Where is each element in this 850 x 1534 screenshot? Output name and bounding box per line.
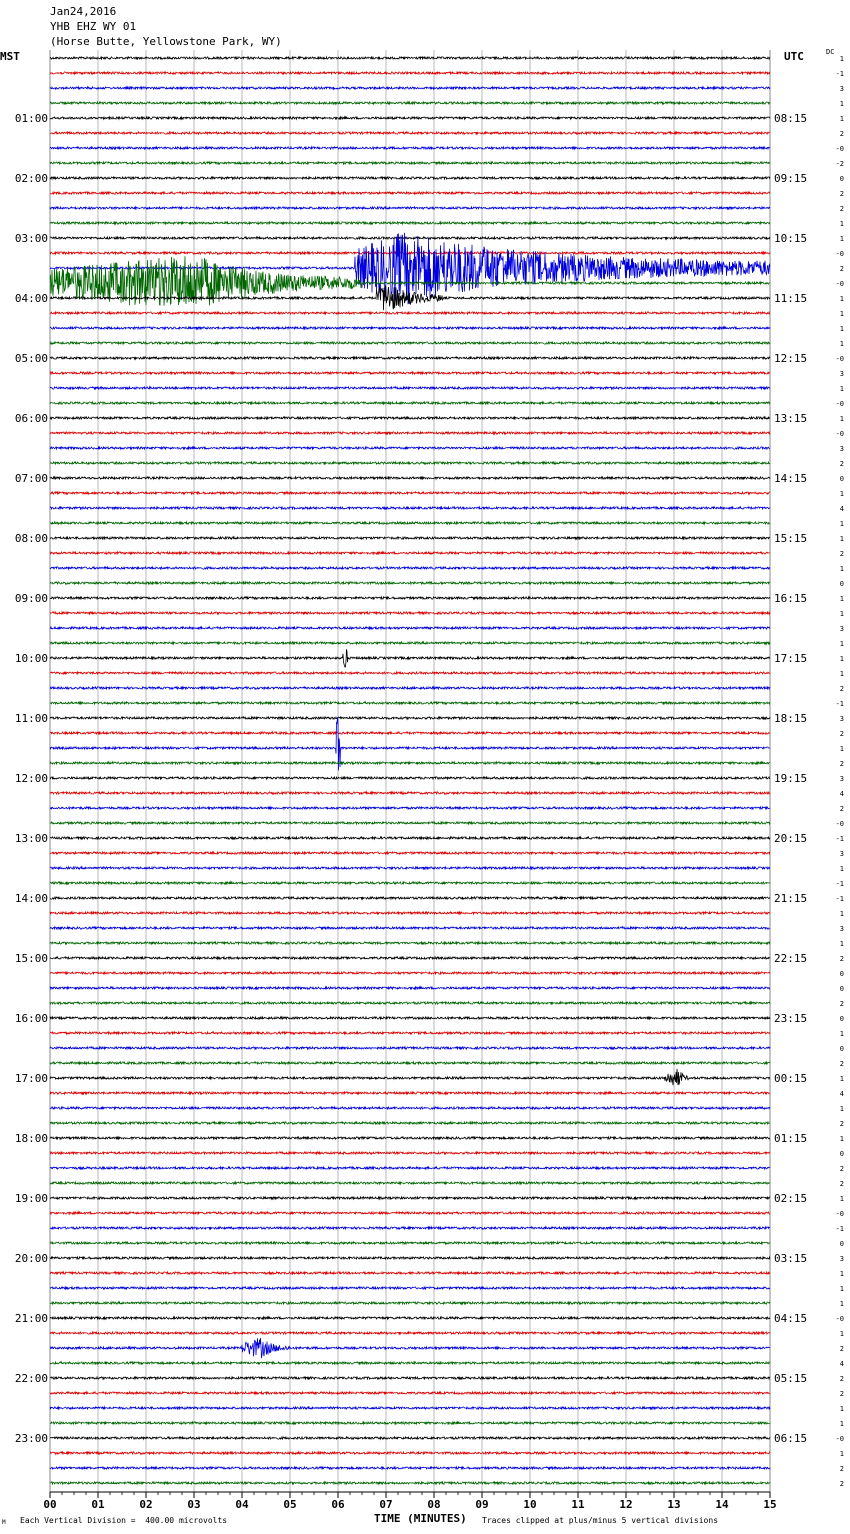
trace-row-40 [50, 649, 770, 667]
x-tick-label: 05 [283, 1498, 297, 1511]
utc-hour-label: 09:15 [774, 172, 808, 185]
trace-row-47 [50, 762, 770, 764]
x-tick-label: 13 [667, 1498, 681, 1511]
trace-row-20 [50, 357, 770, 359]
dc-offset-value: 2 [839, 730, 844, 738]
trace-row-94 [50, 1467, 770, 1469]
mst-hour-label: 21:00 [14, 1312, 48, 1325]
dc-offset-value: 1 [839, 1300, 844, 1308]
utc-hour-label: 04:15 [774, 1312, 808, 1325]
dc-offset-value: -1 [835, 1225, 844, 1233]
utc-hour-label: 17:15 [774, 652, 808, 665]
trace-row-17 [50, 312, 770, 314]
dc-offset-value: 2 [839, 1345, 844, 1353]
mst-hour-label: 13:00 [14, 832, 48, 845]
dc-offset-value: 1 [839, 55, 844, 63]
dc-offset-value: 3 [839, 925, 844, 933]
dc-offset-value: 4 [839, 1090, 844, 1098]
mst-hour-label: 07:00 [14, 472, 48, 485]
dc-offset-value: 1 [839, 1270, 844, 1278]
dc-offset-value: 1 [839, 220, 844, 228]
dc-offset-value: 1 [839, 295, 844, 303]
mst-hour-label: 06:00 [14, 412, 48, 425]
dc-offset-value: 1 [839, 385, 844, 393]
dc-offset-value: 0 [839, 1240, 844, 1248]
trace-row-48 [50, 777, 770, 779]
trace-row-54 [50, 867, 770, 869]
trace-row-31 [50, 522, 770, 524]
trace-row-84 [50, 1317, 770, 1319]
trace-row-62 [50, 987, 770, 989]
trace-row-28 [50, 477, 770, 479]
trace-row-0 [50, 57, 770, 59]
dc-offset-value: -0 [835, 1315, 844, 1323]
trace-row-55 [50, 882, 770, 884]
dc-offset-value: 2 [839, 955, 844, 963]
trace-row-21 [50, 372, 770, 374]
trace-row-89 [50, 1392, 770, 1394]
mst-hour-label: 15:00 [14, 952, 48, 965]
dc-offset-value: 2 [839, 1390, 844, 1398]
dc-offset-value: 3 [839, 850, 844, 858]
trace-row-57 [50, 912, 770, 914]
dc-offset-value: 0 [839, 1150, 844, 1158]
trace-row-64 [50, 1017, 770, 1019]
trace-row-56 [50, 897, 770, 899]
dc-offset-value: -0 [835, 400, 844, 408]
dc-offset-value: 2 [839, 1060, 844, 1068]
station-code: YHB EHZ WY 01 [50, 20, 137, 33]
trace-row-30 [50, 507, 770, 509]
dc-offset-value: 1 [839, 535, 844, 543]
utc-hour-label: 19:15 [774, 772, 808, 785]
dc-offset-value: 0 [839, 580, 844, 588]
trace-row-23 [50, 402, 770, 404]
trace-row-26 [50, 447, 770, 449]
trace-row-1 [50, 72, 770, 74]
trace-row-75 [50, 1182, 770, 1184]
x-tick-label: 03 [187, 1498, 201, 1511]
dc-offset-value: 1 [839, 1450, 844, 1458]
dc-offset-value: 2 [839, 205, 844, 213]
dc-offset-value: 4 [839, 505, 844, 513]
trace-row-25 [50, 432, 770, 434]
dc-offset-value: 1 [839, 940, 844, 948]
utc-hour-label: 11:15 [774, 292, 808, 305]
dc-offset-value: 1 [839, 1405, 844, 1413]
dc-offset-value: 1 [839, 325, 844, 333]
mst-hour-label: 02:00 [14, 172, 48, 185]
trace-row-95 [50, 1482, 770, 1484]
x-tick-label: 14 [715, 1498, 729, 1511]
right-timezone-label: UTC [784, 50, 804, 63]
dc-offset-value: 1 [839, 595, 844, 603]
trace-row-39 [50, 642, 770, 644]
dc-offset-value: 1 [839, 1105, 844, 1113]
mst-hour-label: 05:00 [14, 352, 48, 365]
record-date: Jan24,2016 [50, 5, 117, 18]
trace-row-72 [50, 1137, 770, 1139]
x-tick-label: 02 [139, 1498, 153, 1511]
trace-row-53 [50, 852, 770, 854]
x-tick-label: 04 [235, 1498, 249, 1511]
dc-offset-value: 2 [839, 1120, 844, 1128]
dc-offset-value: -0 [835, 1435, 844, 1443]
dc-offset-value: 1 [839, 115, 844, 123]
mst-hour-label: 22:00 [14, 1372, 48, 1385]
dc-offset-value: 2 [839, 1000, 844, 1008]
trace-row-43 [50, 702, 770, 704]
dc-offset-value: -1 [835, 895, 844, 903]
dc-offset-value: 2 [839, 1180, 844, 1188]
trace-row-79 [50, 1242, 770, 1244]
x-tick-label: 09 [475, 1498, 489, 1511]
dc-offset-value: 1 [839, 1195, 844, 1203]
trace-row-63 [50, 1002, 770, 1004]
utc-hour-label: 10:15 [774, 232, 808, 245]
trace-row-76 [50, 1197, 770, 1199]
trace-row-38 [50, 627, 770, 629]
dc-offset-value: 2 [839, 1165, 844, 1173]
trace-row-86 [50, 1338, 770, 1358]
dc-offset-value: -2 [835, 160, 844, 168]
dc-offset-value: 0 [839, 1015, 844, 1023]
dc-offset-value: -1 [835, 70, 844, 78]
dc-offset-value: 1 [839, 1420, 844, 1428]
trace-row-42 [50, 687, 770, 689]
dc-offset-value: 0 [839, 475, 844, 483]
dc-offset-value: 4 [839, 790, 844, 798]
dc-offset-value: 0 [839, 175, 844, 183]
trace-row-93 [50, 1452, 770, 1454]
trace-row-19 [50, 342, 770, 344]
utc-hour-label: 15:15 [774, 532, 808, 545]
trace-row-77 [50, 1212, 770, 1214]
x-tick-label: 01 [91, 1498, 105, 1511]
utc-hour-label: 14:15 [774, 472, 808, 485]
utc-hour-label: 01:15 [774, 1132, 808, 1145]
dc-offset-value: 4 [839, 1360, 844, 1368]
mst-hour-label: 12:00 [14, 772, 48, 785]
mst-hour-label: 09:00 [14, 592, 48, 605]
utc-hour-label: 20:15 [774, 832, 808, 845]
dc-offset-value: 3 [839, 370, 844, 378]
dc-offset-value: 0 [839, 985, 844, 993]
dc-offset-value: 2 [839, 190, 844, 198]
time-axis [43, 1492, 776, 1511]
trace-row-36 [50, 597, 770, 599]
dc-offset-value: -0 [835, 820, 844, 828]
dc-offset-value: 1 [839, 520, 844, 528]
dc-offset-value: 2 [839, 1375, 844, 1383]
dc-offset-value: 1 [839, 1075, 844, 1083]
trace-row-74 [50, 1167, 770, 1169]
dc-offset-value: 1 [839, 235, 844, 243]
mst-hour-label: 08:00 [14, 532, 48, 545]
mst-hour-label: 18:00 [14, 1132, 48, 1145]
trace-row-83 [50, 1302, 770, 1304]
dc-offset-value: 2 [839, 460, 844, 468]
x-tick-label: 15 [763, 1498, 777, 1511]
mst-hour-label: 23:00 [14, 1432, 48, 1445]
utc-hour-label: 00:15 [774, 1072, 808, 1085]
trace-row-11 [50, 222, 770, 224]
mst-hour-label: 04:00 [14, 292, 48, 305]
trace-row-29 [50, 492, 770, 494]
trace-row-68 [50, 1069, 770, 1085]
mst-hour-label: 14:00 [14, 892, 48, 905]
trace-row-34 [50, 567, 770, 569]
dc-offset-value: 1 [839, 670, 844, 678]
trace-row-80 [50, 1257, 770, 1259]
trace-row-58 [50, 927, 770, 929]
mst-hour-label: 20:00 [14, 1252, 48, 1265]
mst-hour-label: 16:00 [14, 1012, 48, 1025]
trace-row-32 [50, 537, 770, 539]
trace-row-7 [50, 162, 770, 164]
trace-row-27 [50, 462, 770, 464]
trace-row-69 [50, 1092, 770, 1094]
scale-note: Each Vertical Division = 400.00 microvolts [20, 1516, 228, 1525]
trace-row-12 [50, 237, 770, 239]
dc-offset-value: -0 [835, 355, 844, 363]
mst-hour-label: 11:00 [14, 712, 48, 725]
trace-row-52 [50, 837, 770, 839]
dc-offset-value: 2 [839, 265, 844, 273]
dc-offset-value: 2 [839, 1465, 844, 1473]
dc-offset-value: 3 [839, 715, 844, 723]
dc-offset-value: 1 [839, 745, 844, 753]
dc-offset-value: 1 [839, 1285, 844, 1293]
trace-row-8 [50, 177, 770, 179]
utc-hour-label: 02:15 [774, 1192, 808, 1205]
trace-row-3 [50, 102, 770, 104]
trace-row-67 [50, 1062, 770, 1064]
trace-row-24 [50, 417, 770, 419]
trace-row-61 [50, 972, 770, 974]
dc-offset-value: 1 [839, 340, 844, 348]
trace-row-9 [50, 192, 770, 194]
x-tick-label: 00 [43, 1498, 57, 1511]
trace-group [50, 57, 770, 1484]
trace-row-44 [50, 717, 770, 719]
trace-row-91 [50, 1422, 770, 1424]
utc-hour-label: 03:15 [774, 1252, 808, 1265]
utc-hour-label: 13:15 [774, 412, 808, 425]
utc-hour-label: 18:15 [774, 712, 808, 725]
dc-offset-value: 2 [839, 685, 844, 693]
dc-offset-value: 3 [839, 775, 844, 783]
trace-row-70 [50, 1107, 770, 1109]
trace-row-92 [50, 1437, 770, 1439]
x-tick-label: 12 [619, 1498, 633, 1511]
trace-row-18 [50, 327, 770, 329]
trace-row-66 [50, 1047, 770, 1049]
trace-row-82 [50, 1287, 770, 1289]
trace-row-51 [50, 822, 770, 824]
trace-row-73 [50, 1152, 770, 1154]
trace-row-59 [50, 942, 770, 944]
utc-hour-label: 16:15 [774, 592, 808, 605]
trace-row-10 [50, 207, 770, 209]
trace-row-85 [50, 1332, 770, 1334]
utc-hour-label: 22:15 [774, 952, 808, 965]
dc-offset-value: 1 [839, 610, 844, 618]
dc-offset-value: 1 [839, 415, 844, 423]
trace-row-88 [50, 1377, 770, 1379]
dc-offset-value: 1 [839, 310, 844, 318]
dc-offset-value: 2 [839, 550, 844, 558]
mst-hour-label: 10:00 [14, 652, 48, 665]
trace-row-16 [50, 285, 770, 310]
dc-offset-value: 1 [839, 655, 844, 663]
trace-row-60 [50, 957, 770, 959]
corner-mark: M [2, 1519, 6, 1526]
dc-offset-value: -0 [835, 280, 844, 288]
trace-row-41 [50, 672, 770, 674]
trace-row-65 [50, 1032, 770, 1034]
utc-hour-label: 23:15 [774, 1012, 808, 1025]
mst-hour-label: 19:00 [14, 1192, 48, 1205]
trace-row-37 [50, 612, 770, 614]
dc-offset-value: 1 [839, 490, 844, 498]
dc-offset-value: 2 [839, 760, 844, 768]
dc-offset-value: -0 [835, 430, 844, 438]
utc-hour-label: 21:15 [774, 892, 808, 905]
dc-offset-value: -0 [835, 1210, 844, 1218]
mst-hour-label: 03:00 [14, 232, 48, 245]
dc-offset-value: 3 [839, 445, 844, 453]
dc-offset-value: 1 [839, 910, 844, 918]
station-location: (Horse Butte, Yellowstone Park, WY) [50, 35, 282, 48]
trace-row-22 [50, 387, 770, 389]
mst-hour-label: 17:00 [14, 1072, 48, 1085]
x-tick-label: 06 [331, 1498, 345, 1511]
dc-offset-value: -0 [835, 145, 844, 153]
x-tick-label: 07 [379, 1498, 393, 1511]
dc-offset-value: 1 [839, 565, 844, 573]
trace-row-6 [50, 147, 770, 149]
dc-offset-value: 1 [839, 640, 844, 648]
trace-row-78 [50, 1227, 770, 1229]
dc-offset-value: 0 [839, 1045, 844, 1053]
dc-offset-value: 2 [839, 130, 844, 138]
trace-row-45 [50, 732, 770, 734]
dc-offset-value: -1 [835, 700, 844, 708]
dc-offset-value: 3 [839, 85, 844, 93]
dc-offset-value: 2 [839, 805, 844, 813]
trace-row-4 [50, 117, 770, 119]
dc-offset-value: 1 [839, 1030, 844, 1038]
trace-row-50 [50, 807, 770, 809]
trace-row-2 [50, 87, 770, 89]
trace-row-14 [50, 233, 770, 305]
dc-offset-value: 3 [839, 1255, 844, 1263]
x-tick-label: 11 [571, 1498, 585, 1511]
dc-offset-value: 1 [839, 1135, 844, 1143]
dc-offset-value: 1 [839, 1330, 844, 1338]
dc-offset-value: 1 [839, 865, 844, 873]
trace-row-49 [50, 792, 770, 794]
x-tick-label: 10 [523, 1498, 537, 1511]
trace-row-90 [50, 1407, 770, 1409]
utc-hour-label: 05:15 [774, 1372, 808, 1385]
dc-offset-value: -1 [835, 880, 844, 888]
trace-row-81 [50, 1272, 770, 1274]
mst-hour-label: 01:00 [14, 112, 48, 125]
dc-offset-value: 2 [839, 1480, 844, 1488]
trace-row-5 [50, 132, 770, 134]
x-axis-title: TIME (MINUTES) [374, 1512, 467, 1525]
trace-row-87 [50, 1362, 770, 1364]
dc-offset-value: -1 [835, 835, 844, 843]
trace-row-35 [50, 582, 770, 584]
trace-row-33 [50, 552, 770, 554]
utc-hour-label: 06:15 [774, 1432, 808, 1445]
dc-offset-value: 1 [839, 100, 844, 108]
utc-hour-label: 12:15 [774, 352, 808, 365]
trace-row-71 [50, 1122, 770, 1124]
clip-note: Traces clipped at plus/minus 5 vertical divisions [482, 1516, 719, 1525]
dc-offset-value: -0 [835, 250, 844, 258]
dc-offset-header: DC [826, 48, 835, 56]
left-timezone-label: MST [0, 50, 20, 63]
dc-offset-value: 0 [839, 970, 844, 978]
dc-offset-value: 3 [839, 625, 844, 633]
utc-hour-label: 08:15 [774, 112, 808, 125]
x-tick-label: 08 [427, 1498, 441, 1511]
